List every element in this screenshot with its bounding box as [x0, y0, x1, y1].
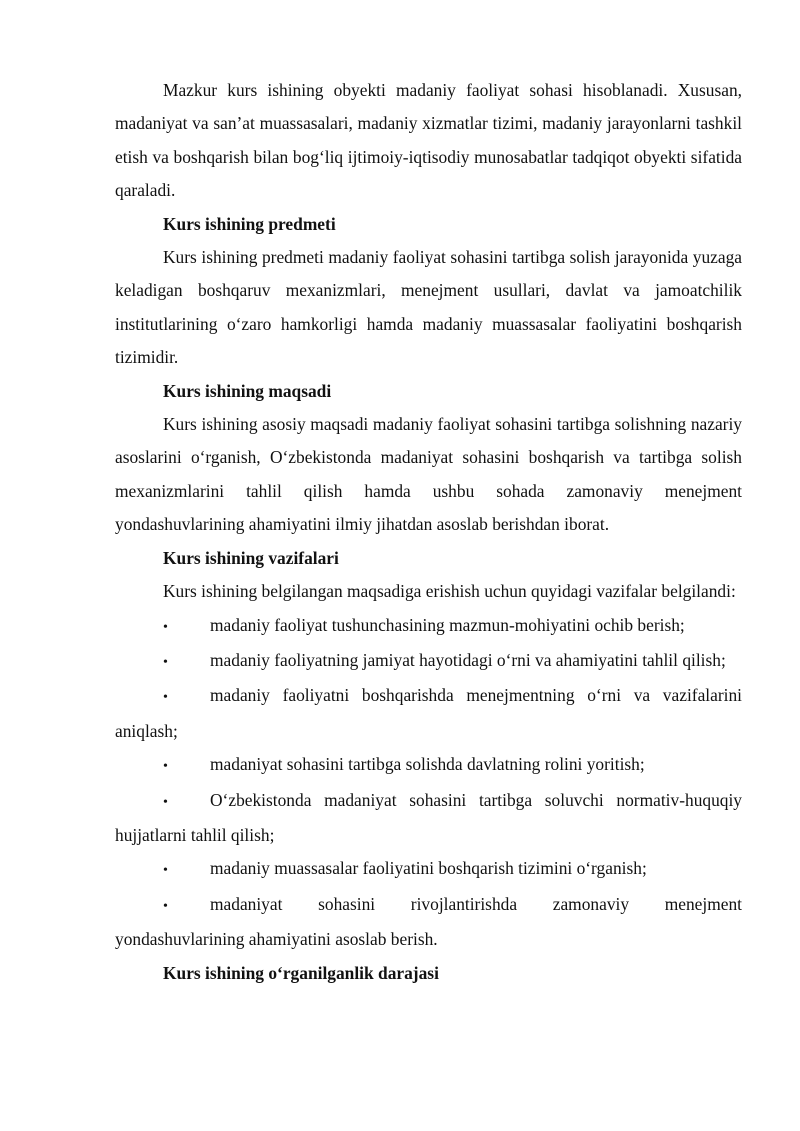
- list-item: [115, 852, 742, 887]
- list-item-text: madaniyat sohasini tartibga solishda davlatning rolini yoritish;: [210, 754, 645, 775]
- paragraph-subject: Kurs ishining predmeti madaniy faoliyat sohasini tartibga solish jarayonida yuzaga keladigan boshqaruv mexanizmlari, menejment usullari, davlat va jamoatchilik institutlarining o‘zaro hamkorligi hamda madaniy muassasalar faoliyatini boshqarish tizimidir.: [115, 247, 742, 368]
- heading-tasks: Kurs ishining vazifalari: [163, 547, 339, 568]
- paragraph-object: Mazkur kurs ishining obyekti madaniy faoliyat sohasi hisoblanadi. Xususan, madaniyat va san’at muassasalari, madaniy xizmatlar tizimi, madaniy jarayonlarni tashkil etish va boshqarish bilan bog‘liq ijtimoiy-iqtisodiy munosabatlar tadqiqot obyekti sifatida qaraladi.: [115, 80, 742, 201]
- bullet-icon: [163, 852, 210, 887]
- bullet-icon: [163, 609, 210, 644]
- paragraph-tasks-intro: Kurs ishining belgilangan maqsadiga erishish uchun quyidagi vazifalar belgilandi:: [163, 581, 736, 602]
- list-item-text: madaniyat sohasini rivojlantirishda zamonaviy menejment yondashuvlarining ahamiyatini asoslab berish.: [115, 893, 742, 950]
- list-item-text: madaniy faoliyatni boshqarishda menejmentning o‘rni va vazifalarini aniqlash;: [115, 685, 742, 741]
- heading-subject: Kurs ishining predmeti: [163, 213, 336, 234]
- heading-study-level: Kurs ishining o‘rganilganlik darajasi: [163, 962, 439, 983]
- bullet-icon: [163, 644, 210, 679]
- bullet-icon: [163, 888, 210, 923]
- list-item: [115, 748, 742, 783]
- list-item: [115, 679, 742, 748]
- paragraph-goal: Kurs ishining asosiy maqsadi madaniy faoliyat sohasini tartibga solishning nazariy asoslarini o‘rganish, O‘zbekistonda madaniyat sohasini boshqarish va tartibga solish mexanizmlarini tahlil qilish hamda ushbu sohada zamonaviy menejment yondashuvlarining ahamiyatini ilmiy jihatdan asoslab berishdan iborat.: [115, 414, 742, 535]
- list-item-text: O‘zbekistonda madaniyat sohasini tartibga soluvchi normativ-huquqiy hujjatlarni tahlil qilish;: [115, 789, 742, 845]
- heading-goal: Kurs ishining maqsadi: [163, 380, 332, 401]
- bullet-icon: [163, 679, 210, 714]
- list-item: [115, 609, 742, 644]
- bullet-icon: [163, 784, 210, 819]
- list-item: [115, 644, 742, 679]
- list-item: [115, 784, 742, 853]
- list-item-text: madaniy faoliyatning jamiyat hayotidagi o‘rni va ahamiyatini tahlil qilish;: [210, 649, 726, 670]
- list-item: [115, 888, 742, 957]
- bullet-icon: [163, 748, 210, 783]
- list-item-text: madaniy faoliyat tushunchasining mazmun-mohiyatini ochib berish;: [210, 614, 685, 635]
- list-item-text: madaniy muassasalar faoliyatini boshqarish tizimini o‘rganish;: [210, 858, 647, 879]
